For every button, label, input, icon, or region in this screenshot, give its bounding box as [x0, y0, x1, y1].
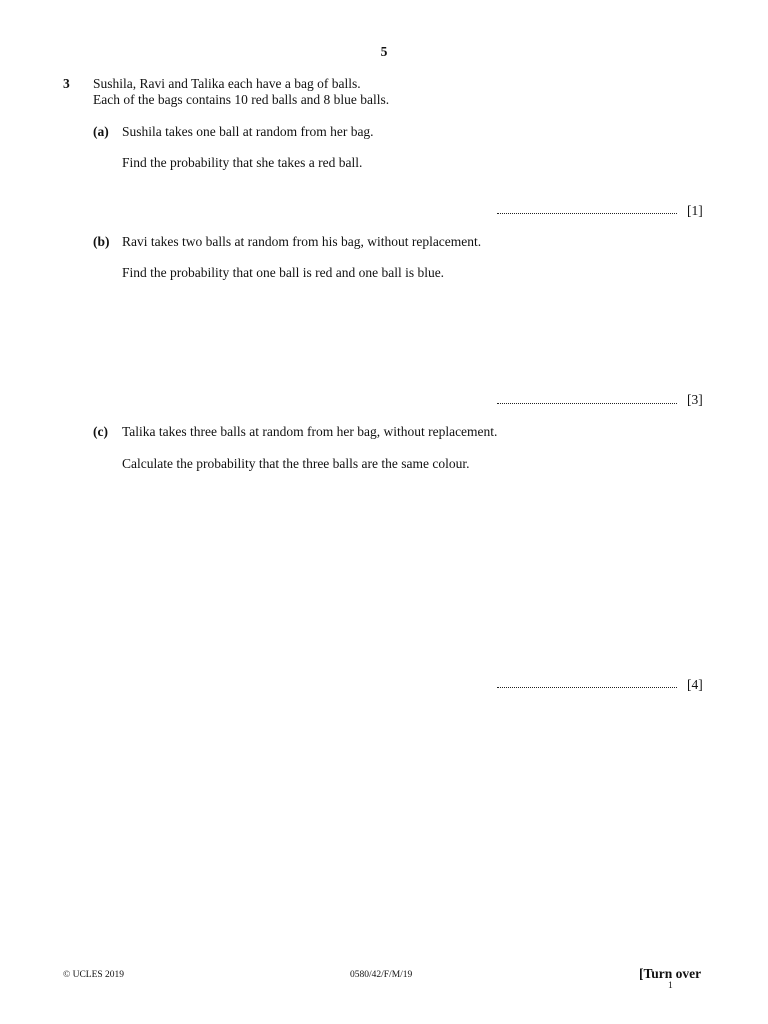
part-b-text: Ravi takes two balls at random from his bag, without replacement. [122, 234, 482, 249]
part-a-text: Sushila takes one ball at random from her bag. [122, 124, 374, 139]
part-a-marks: [1] [687, 203, 703, 218]
question-number: 3 [63, 76, 70, 91]
part-b-instruction: Find the probability that one ball is red and one ball is blue. [122, 265, 445, 280]
question-intro-line-2: Each of the bags contains 10 red balls and 8 blue balls. [93, 92, 390, 107]
part-c-text: Talika takes three balls at random from her bag, without replacement. [122, 424, 498, 439]
footer-copyright: © UCLES 2019 [63, 970, 125, 980]
part-b-answer-line[interactable] [497, 403, 677, 404]
part-c-marks: [4] [687, 677, 703, 692]
question-intro-line-1: Sushila, Ravi and Talika each have a bag of balls. [93, 76, 361, 91]
part-b-label: (b) [93, 234, 110, 249]
footer-turn-over: [Turn over [639, 966, 702, 981]
part-a-instruction: Find the probability that she takes a red ball. [122, 155, 363, 170]
part-a-answer-line[interactable] [497, 213, 677, 214]
part-b-marks: [3] [687, 392, 703, 407]
part-c-instruction: Calculate the probability that the three balls are the same colour. [122, 456, 470, 471]
footer-sheet-number: 1 [668, 981, 673, 991]
footer-paper-code: 0580/42/F/M/19 [350, 970, 413, 980]
page-number: 5 [380, 44, 388, 59]
part-c-label: (c) [93, 424, 108, 439]
part-a-label: (a) [93, 124, 109, 139]
part-c-answer-line[interactable] [497, 687, 677, 688]
